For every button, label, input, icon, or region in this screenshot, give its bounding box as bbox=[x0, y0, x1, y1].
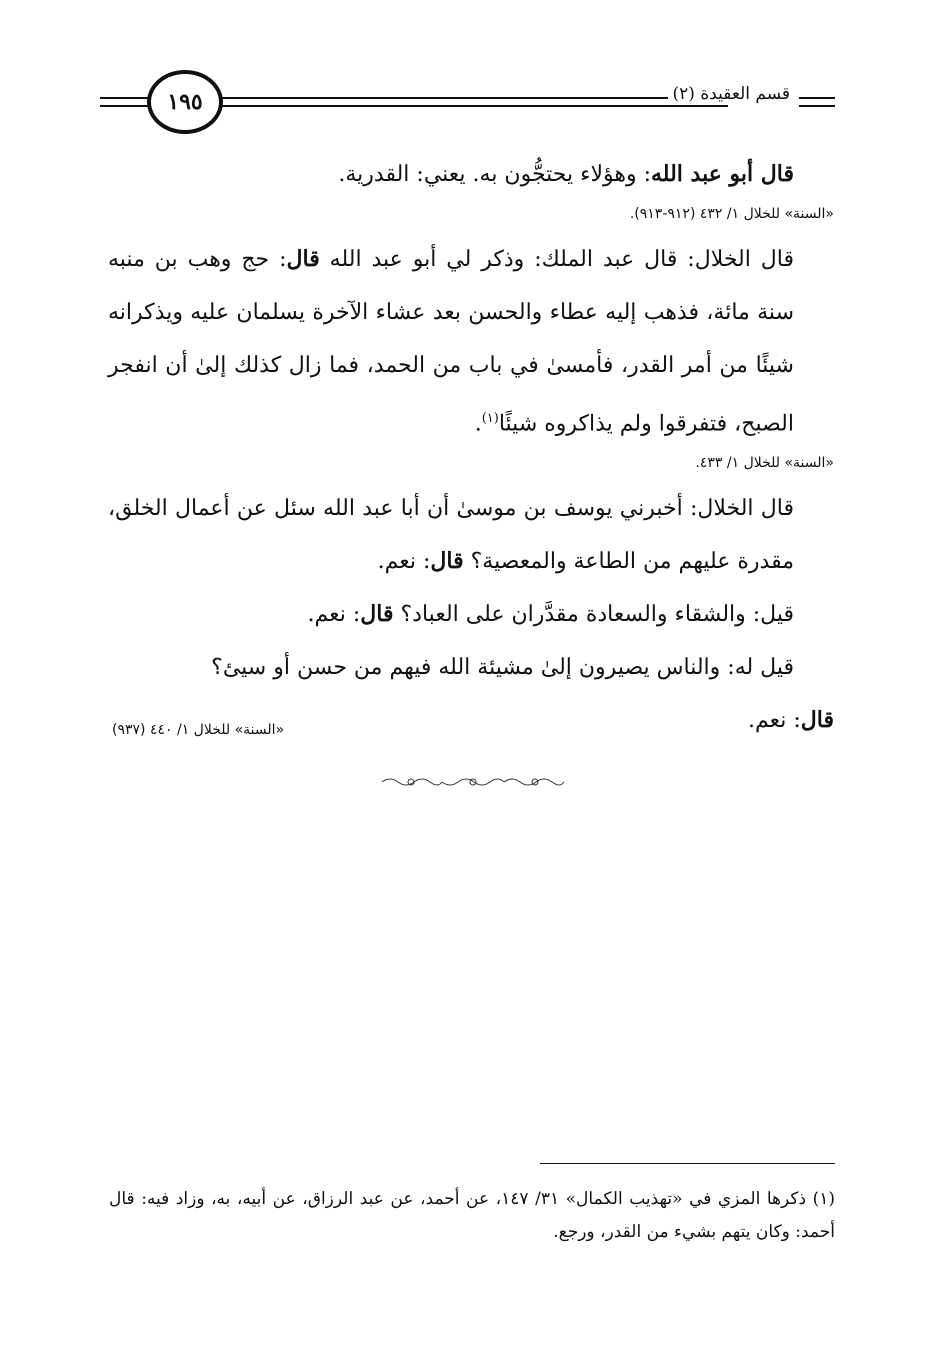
header-dash bbox=[799, 97, 835, 107]
header-rule-right bbox=[218, 97, 728, 107]
speaker-label: قال bbox=[286, 246, 320, 272]
page-number: ١٩٥ bbox=[147, 70, 223, 134]
paragraph-1 bbox=[108, 148, 834, 201]
paragraph-text: قال الخلال: أخبرني يوسف بن موسىٰ أن أبا عبد الله سئل عن أعمال الخلق، مقدرة عليهم من الطاعة والمعصية؟ bbox=[108, 496, 794, 575]
paragraph-text: قيل: والشقاء والسعادة مقدَّران على العباد؟ bbox=[393, 602, 794, 628]
paragraph-4 bbox=[108, 588, 834, 641]
paragraph-6 bbox=[108, 694, 834, 747]
paragraph-text: قال الخلال: قال عبد الملك: وذكر لي أبو عبد الله bbox=[319, 247, 794, 272]
paragraph-text: : نعم. bbox=[748, 708, 801, 734]
ornament-divider bbox=[380, 775, 566, 789]
speaker-label: قال أبو عبد الله bbox=[651, 161, 794, 187]
footnote-separator bbox=[540, 1163, 835, 1164]
footnote: (١) ذكرها المزي في «تهذيب الكمال» ٣١/ ١٤٧، عن أحمد، عن عبد الرزاق، عن أبيه، به، وزاد فيه: قال أحمد: وكان يتهم بشيء من القدر، ورجع. bbox=[109, 1189, 835, 1242]
citation-1: «السنة» للخلال ١/ ٤٣٢ (٩١٢-٩١٣). bbox=[629, 206, 834, 222]
page-header bbox=[100, 70, 835, 130]
section-title: قسم العقيدة (٢) bbox=[668, 84, 796, 104]
paragraph-2 bbox=[108, 233, 834, 450]
header-rule-left bbox=[100, 97, 150, 107]
main-text bbox=[108, 148, 834, 747]
speaker-label: قال bbox=[360, 601, 394, 628]
paragraph-text: : وهؤلاء يحتجُّون به. يعني: القدرية. bbox=[338, 162, 651, 187]
paragraph-text: : حج وهب بن منبه سنة مائة، فذهب إليه عطاء والحسن بعد عشاء الآخرة يسلمان عليه ويذكرانه شيئًا من أمر القدر، فأمسىٰ في باب من الحمد، فما زال كذلك إلىٰ أن انفجر الصبح، فتفرقوا ولم يذاكروه شيئًا bbox=[108, 247, 794, 437]
paragraph-text: قيل له: والناس يصيرون إلىٰ مشيئة الله فيهم من حسن أو سيئ؟ bbox=[211, 655, 794, 681]
citation-3: «السنة» للخلال ١/ ٤٤٠ (٩٣٧) bbox=[112, 722, 285, 738]
paragraph-text: : نعم. bbox=[307, 602, 361, 628]
footnote-ref[interactable]: (١) bbox=[481, 411, 499, 426]
paragraph-5 bbox=[108, 641, 834, 694]
paragraph-3 bbox=[108, 482, 834, 588]
citation-2: «السنة» للخلال ١/ ٤٣٣. bbox=[695, 455, 834, 472]
paragraph-end: . bbox=[474, 411, 482, 437]
speaker-label: قال bbox=[800, 707, 834, 734]
paragraph-text: : نعم. bbox=[377, 549, 431, 575]
speaker-label: قال bbox=[430, 548, 464, 575]
